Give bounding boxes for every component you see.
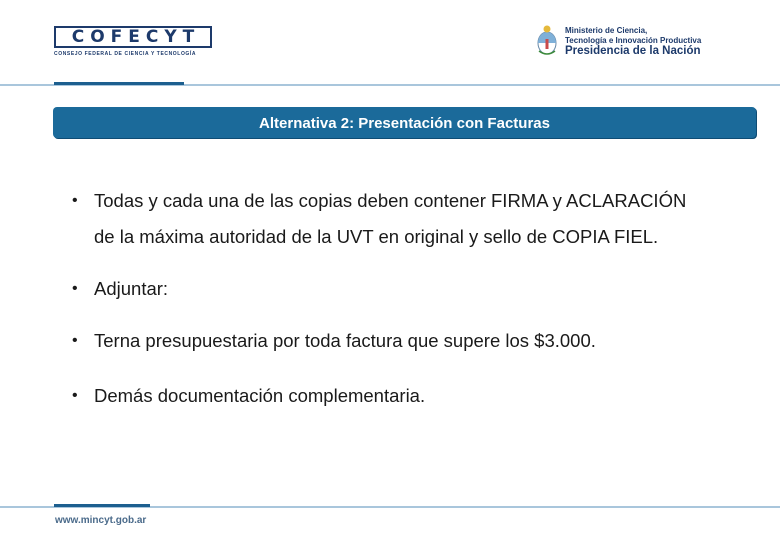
cofecyt-logo-box — [54, 26, 212, 48]
bullet-text: de la máxima autoridad de la UVT en original y sello de COPIA FIEL. — [94, 226, 659, 247]
header-divider-accent — [54, 82, 184, 85]
bullet-text: Todas y cada una de las copias deben contener FIRMA y ACLARACIÓN — [94, 190, 687, 211]
cofecyt-logo-subtitle: CONSEJO FEDERAL DE CIENCIA Y TECNOLOGÍA — [54, 51, 197, 57]
bullet-icon: • — [72, 192, 78, 209]
slide-title-bar — [53, 107, 756, 138]
coat-of-arms-icon — [535, 25, 559, 57]
slide-title: Alternativa 2: Presentación con Facturas — [259, 115, 550, 132]
ministerio-line2: Tecnología e Innovación Productiva — [565, 36, 702, 45]
bullet-text: Terna presupuestaria por toda factura que supere los $3.000. — [94, 330, 596, 351]
ministerio-logo — [535, 25, 735, 61]
ministerio-line1: Ministerio de Ciencia, — [565, 26, 648, 35]
bullet-text: Adjuntar: — [94, 278, 169, 299]
footer-url: www.mincyt.gob.ar — [55, 515, 147, 526]
cofecyt-logo-word: COFECYT — [71, 27, 201, 47]
bullet-icon: • — [72, 387, 78, 404]
bullet-icon: • — [72, 332, 78, 349]
cofecyt-logo — [54, 26, 214, 60]
footer-divider-accent — [54, 504, 150, 507]
presidencia-label: Presidencia de la Nación — [565, 45, 701, 57]
bullet-text: Demás documentación complementaria. — [94, 385, 426, 406]
bullet-icon: • — [72, 280, 78, 297]
